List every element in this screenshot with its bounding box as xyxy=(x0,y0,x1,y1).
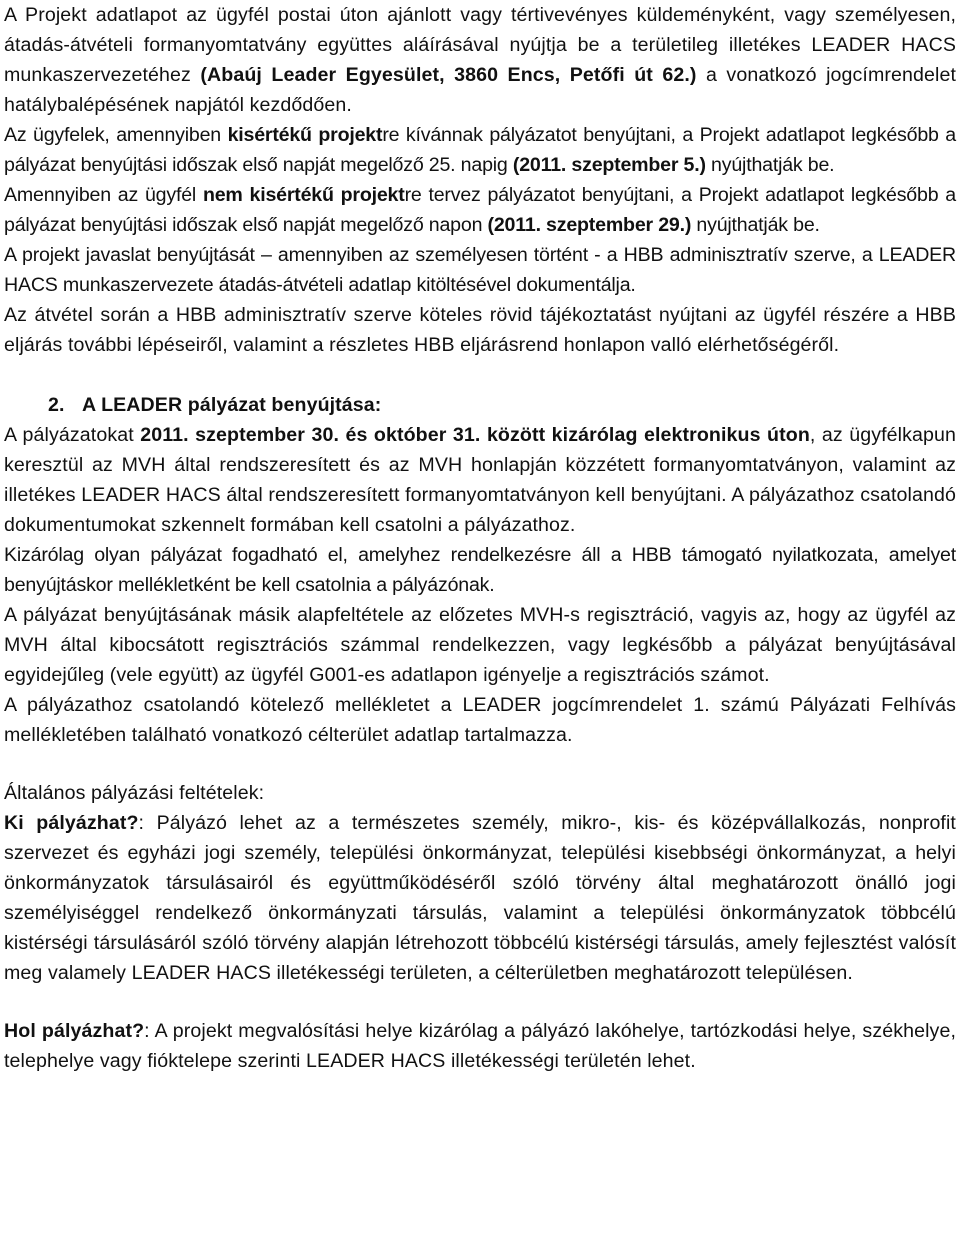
paragraph-receipt-information: Az átvétel során a HBB adminisztratív szerve köteles rövid tájékoztatást nyújtani az ügyfél részére a HBB eljárás további lépéseiről, valamint a részletes HBB eljárásrend honlapon valló elérhetőségéről. xyxy=(4,304,956,356)
paragraph-submission-period: A pályázatokat 2011. szeptember 30. és október 31. között kizárólag elektronikus úton, az ügyfélkapun keresztül az MVH által rendszeresített és az MVH honlapján közzétett formanyomtatványon, valamint az illetékes LEADER HACS által rendszeresített formanyomtatványon kell benyújtani. A pályázathoz csatolandó dokumentumokat szkennelt formában kell csatolni a pályázathoz. xyxy=(4,424,957,536)
pilot-deadline-date: (2011. szeptember 5.) xyxy=(512,154,706,176)
general-conditions-title: Általános pályázási feltételek: xyxy=(4,782,265,804)
non-pilot-deadline-date: (2011. szeptember 29.) xyxy=(487,214,692,236)
section-heading-leader-submission xyxy=(4,390,956,420)
where-to-apply-label: Hol pályázhat? xyxy=(4,1020,145,1042)
paragraph-pilot-project-deadline: Az ügyfelek, amennyiben kisértékű projektre kívánnak pályázatot benyújtani, a Projekt adatlapot legkésőbb a pályázat benyújtási időszak első napját megelőző 25. napig (2011. szeptember 5.) nyújthatják be. xyxy=(4,124,956,176)
section-number: 2. xyxy=(48,394,65,416)
paragraph-hbb-statement: Kizárólag olyan pályázat fogadható el, amelyhez rendelkezésre áll a HBB támogató nyilatkozata, amelyet benyújtáskor mellékletként be kell csatolnia a pályázónak. xyxy=(4,544,956,596)
electronic-only-note: között kizárólag elektronikus úton xyxy=(486,424,810,446)
paragraph-non-pilot-project-deadline: Amennyiben az ügyfél nem kisértékű projektre tervez pályázatot benyújtani, a Projekt adatlapot legkésőbb a pályázat benyújtási időszak első napját megelőző napon (2011. szeptember 29.) nyújthatják be. xyxy=(4,184,956,236)
office-address: (Abaúj Leader Egyesület, 3860 Encs, Petőfi út 62.) xyxy=(200,64,697,86)
paragraph-who-can-apply: Ki pályázhat?: Pályázó lehet az a természetes személy, mikro-, kis- és középvállalkozás, nonprofit szervezet és egyházi jogi személy, települési önkormányzat, települési kisebbségi önkormányzat, a helyi önkormányzatok társulásairól és együttműködéséről szóló törvény által meghatározott önálló jogi személyiséggel rendelkező önkormányzati társulás, valamint a települési önkormányzatok többcélú kistérségi társulásáról szóló törvény alapján létrehozott többcélú kistérségi társulás, amely fejlesztést valósít meg valamely LEADER HACS illetékességi területen, a célterületben meghatározott településen. xyxy=(4,812,956,984)
paragraph-mvh-registration: A pályázat benyújtásának másik alapfeltétele az előzetes MVH-s regisztráció, vagyis az, hogy az ügyfél az MVH által kibocsátott regisztrációs számmal rendelkezzen, vagy legkésőbb a pályázat benyújtásával egyidejűleg (vele együtt) az ügyfél G001-es adatlapon igényelje a regisztrációs számot. xyxy=(4,604,956,686)
paragraph-personal-submission-documentation: A projekt javaslat benyújtását – amennyiben az személyesen történt - a HBB adminisztratív szerve, a LEADER HACS munkaszervezete átadás-átvételi adatlap kitöltésével dokumentálja. xyxy=(4,244,956,296)
paragraph-mandatory-attachment: A pályázathoz csatolandó kötelező mellékletet a LEADER jogcímrendelet 1. számú Pályázati Felhívás mellékletében található vonatkozó célterület adatlap tartalmazza. xyxy=(4,694,956,746)
paragraph-submission-method: A Projekt adatlapot az ügyfél postai úton ajánlott vagy tértivevényes küldeményként, vagy személyesen, átadás-átvételi formanyomtatvány együttes aláírásával nyújtja be a területileg illetékes LEADER HACS munkaszervezetéhez (Abaúj Leader Egyesület, 3860 Encs, Petőfi út 62.) a vonatkozó jogcímrendelet hatálybalépésének napjától kezdődően. xyxy=(4,4,957,116)
paragraph-where-to-apply: Hol pályázhat?: A projekt megvalósítási helye kizárólag a pályázó lakóhelye, tartózkodási helye, székhelye, telephelye vagy fióktelepe szerinti LEADER HACS illetékességi területén lehet. xyxy=(4,1020,956,1072)
who-can-apply-label: Ki pályázhat? xyxy=(4,812,139,834)
submission-period-dates: 2011. szeptember 30. és október 31. xyxy=(140,424,481,446)
section-title: A LEADER pályázat benyújtása: xyxy=(82,394,382,416)
